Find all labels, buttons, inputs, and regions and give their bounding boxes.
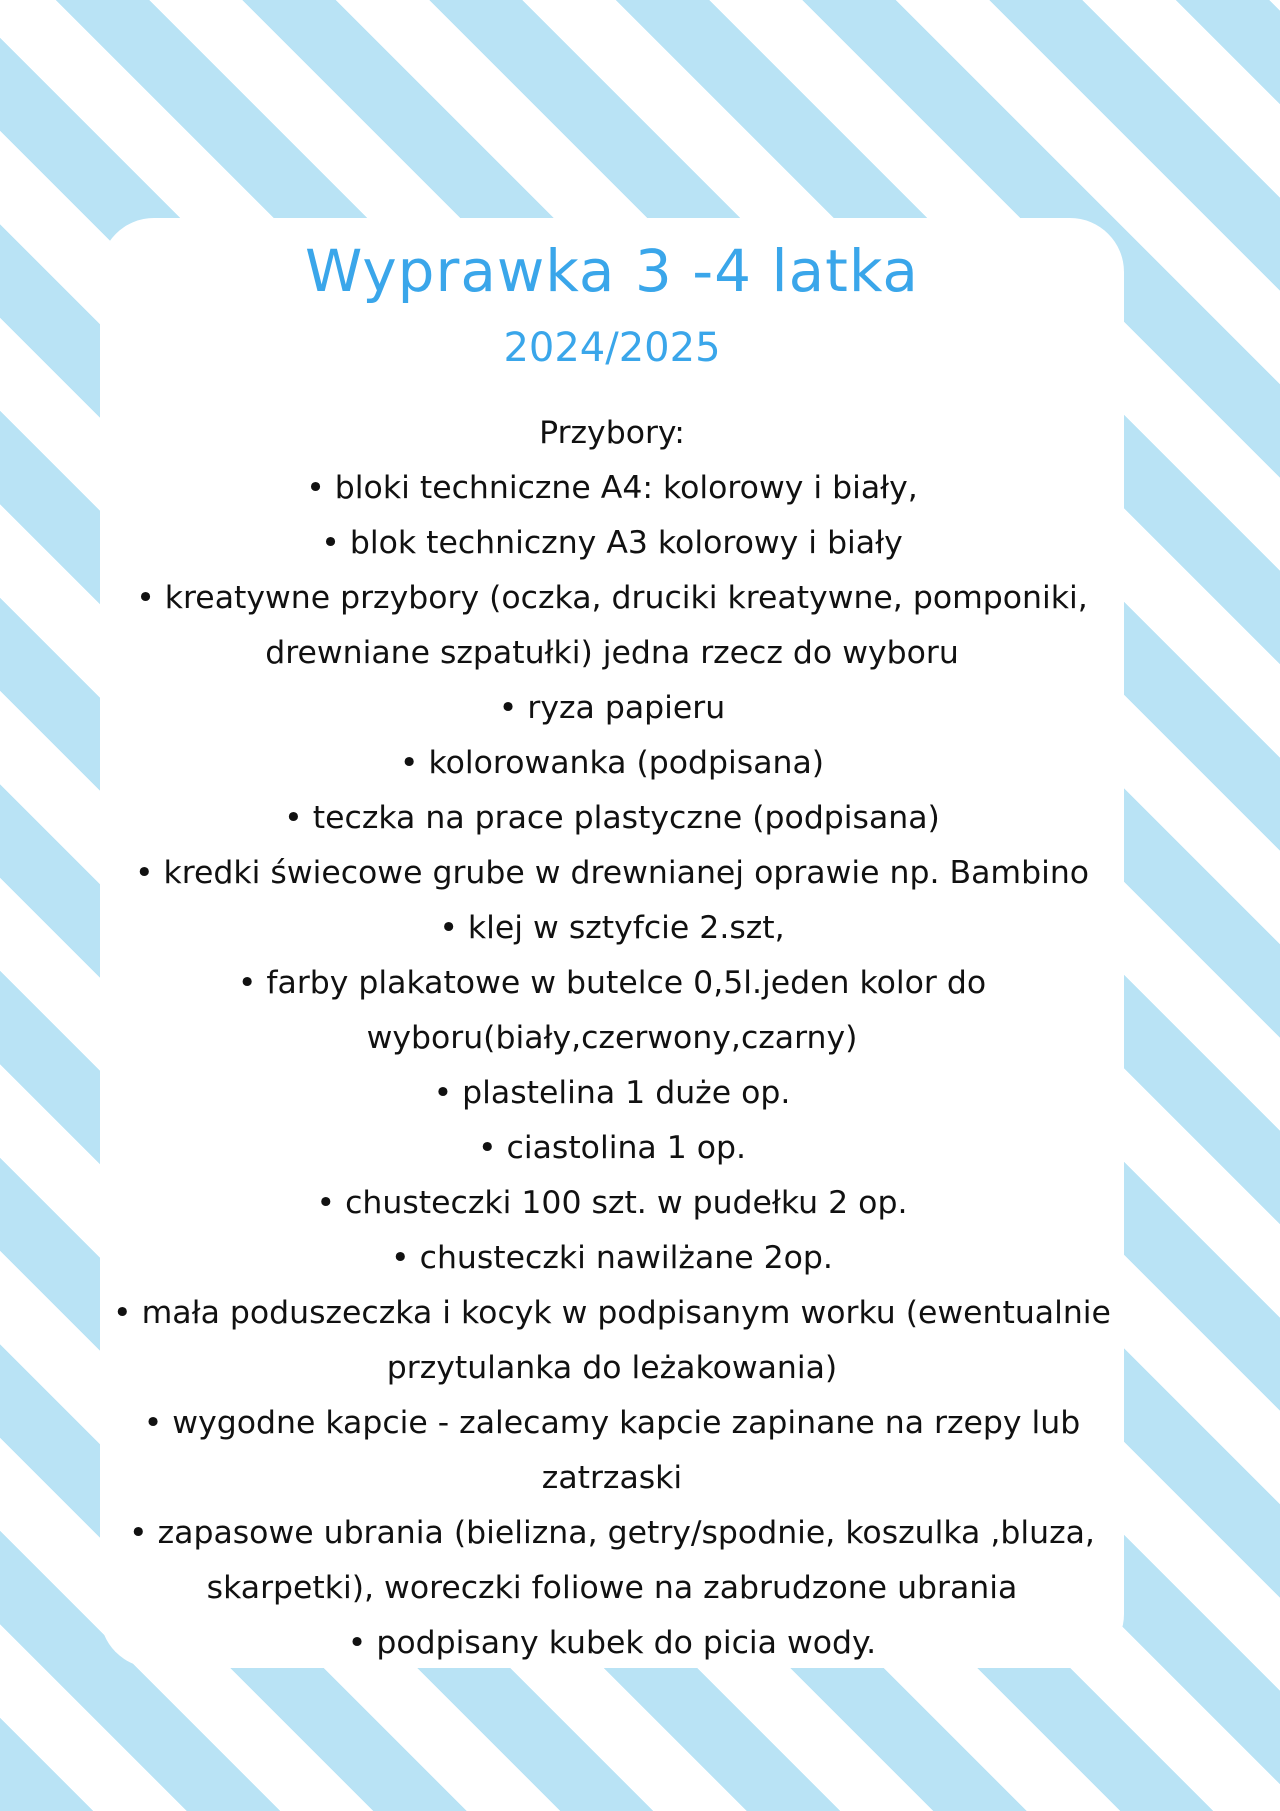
list-line: zatrzaski <box>541 1460 683 1496</box>
list-line: • zapasowe ubrania (bielizna, getry/spodnie, koszulka ,bluza, <box>129 1515 1095 1551</box>
school-year: 2024/2025 <box>503 325 721 371</box>
list-line: skarpetki), woreczki foliowe na zabrudzone ubrania <box>206 1570 1018 1606</box>
supplies-list <box>100 406 1124 1671</box>
list-line: • bloki techniczne A4: kolorowy i biały, <box>306 470 918 506</box>
list-line: drewniane szpatułki) jedna rzecz do wyboru <box>265 635 959 671</box>
list-line: • ciastolina 1 op. <box>477 1130 747 1166</box>
list-line: przytulanka do leżakowania) <box>386 1350 838 1386</box>
list-line: • kreatywne przybory (oczka, druciki kreatywne, pomponiki, <box>136 580 1088 616</box>
list-line: • klej w sztyfcie 2.szt, <box>439 910 785 946</box>
section-heading: Przybory: <box>539 415 685 451</box>
page-title: Wyprawka 3 -4 latka <box>305 237 919 305</box>
list-line: • ryza papieru <box>498 690 726 726</box>
list-line: • podpisany kubek do picia wody. <box>347 1625 877 1661</box>
list-line: • chusteczki 100 szt. w pudełku 2 op. <box>316 1185 908 1221</box>
list-line: • kredki świecowe grube w drewnianej oprawie np. Bambino <box>134 855 1090 891</box>
list-line: • teczka na prace plastyczne (podpisana) <box>284 800 940 836</box>
list-line: • farby plakatowe w butelce 0,5l.jeden kolor do <box>237 965 987 1001</box>
list-line: • plastelina 1 duże op. <box>433 1075 791 1111</box>
list-line: • wygodne kapcie - zalecamy kapcie zapinane na rzepy lub <box>143 1405 1081 1441</box>
content-card <box>100 218 1124 1668</box>
list-line: • mała poduszeczka i kocyk w podpisanym worku (ewentualnie <box>113 1295 1111 1331</box>
list-line: • blok techniczny A3 kolorowy i biały <box>321 525 903 561</box>
list-line: • chusteczki nawilżane 2op. <box>391 1240 833 1276</box>
list-line: wyboru(biały,czerwony,czarny) <box>366 1020 858 1056</box>
list-line: • kolorowanka (podpisana) <box>399 745 825 781</box>
